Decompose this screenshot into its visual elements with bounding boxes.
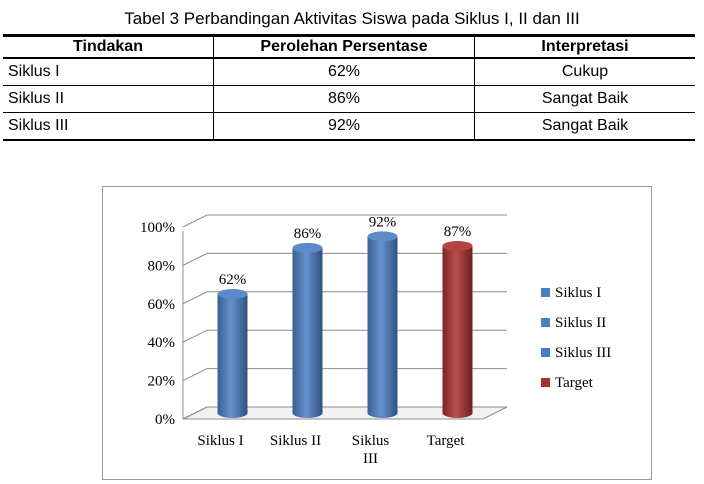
x-tick-line: Siklus	[351, 433, 390, 449]
cell-persentase: 62%	[214, 58, 475, 86]
table-row	[3, 86, 695, 113]
table-row	[3, 58, 695, 86]
y-tick-label: 80%	[147, 258, 175, 275]
legend-label: Siklus II	[555, 315, 607, 331]
legend-item	[541, 345, 611, 361]
x-tick-label	[197, 433, 243, 449]
x-tick-line: III	[363, 451, 378, 467]
legend-swatch	[541, 288, 550, 297]
legend-item	[541, 315, 606, 331]
data-label: 87%	[443, 223, 472, 240]
legend-swatch	[541, 378, 550, 387]
x-tick-label	[427, 433, 466, 449]
cell-interpretasi: Cukup	[475, 58, 696, 86]
comparison-table	[3, 34, 695, 141]
bar	[293, 243, 323, 418]
bar-chart	[103, 187, 651, 479]
legend-label: Target	[555, 375, 593, 391]
header-perolehan: Perolehan Persentase	[214, 36, 475, 59]
data-label: 92%	[368, 214, 397, 231]
cell-tindakan: Siklus III	[3, 113, 214, 141]
x-tick-line: Siklus I	[197, 433, 244, 449]
bar	[368, 231, 398, 418]
bar-top	[368, 231, 398, 241]
legend-swatch	[541, 318, 550, 327]
bar-body	[218, 294, 248, 418]
bar-top	[293, 243, 323, 253]
cell-persentase: 86%	[214, 86, 475, 113]
data-label: 62%	[218, 271, 247, 288]
cell-tindakan: Siklus I	[3, 58, 214, 86]
x-tick-line: Siklus II	[269, 433, 322, 449]
bar	[218, 289, 248, 418]
legend-label: Siklus III	[555, 345, 612, 361]
table-title: Tabel 3 Perbandingan Aktivitas Siswa pada Siklus I, II dan III	[124, 9, 580, 28]
cell-persentase: 92%	[214, 113, 475, 141]
bar-top	[218, 289, 248, 299]
bar-body	[443, 246, 473, 418]
x-tick-line: Target	[426, 433, 465, 449]
y-tick-label: 100%	[140, 220, 175, 236]
bar-body	[368, 236, 398, 418]
y-tick-label: 60%	[147, 296, 175, 313]
header-interpretasi: Interpretasi	[475, 36, 696, 59]
bar-top	[443, 241, 473, 251]
header-tindakan: Tindakan	[3, 36, 214, 59]
table-row	[3, 113, 695, 141]
chart-frame	[102, 186, 652, 480]
cell-interpretasi: Sangat Baik	[475, 86, 696, 113]
legend-label: Siklus I	[555, 285, 602, 301]
y-tick-label: 0%	[155, 412, 175, 428]
table-header-row	[3, 36, 695, 59]
data-label: 86%	[293, 225, 322, 242]
legend-item	[541, 375, 594, 391]
y-tick-label: 20%	[147, 373, 175, 390]
bar-body	[293, 248, 323, 418]
bar	[443, 241, 473, 418]
cell-tindakan: Siklus II	[3, 86, 214, 113]
x-tick-label	[352, 433, 390, 467]
cell-interpretasi: Sangat Baik	[475, 113, 696, 141]
legend-swatch	[541, 348, 550, 357]
x-tick-label	[270, 433, 321, 449]
y-tick-label: 40%	[147, 335, 175, 352]
legend-item	[541, 285, 601, 301]
